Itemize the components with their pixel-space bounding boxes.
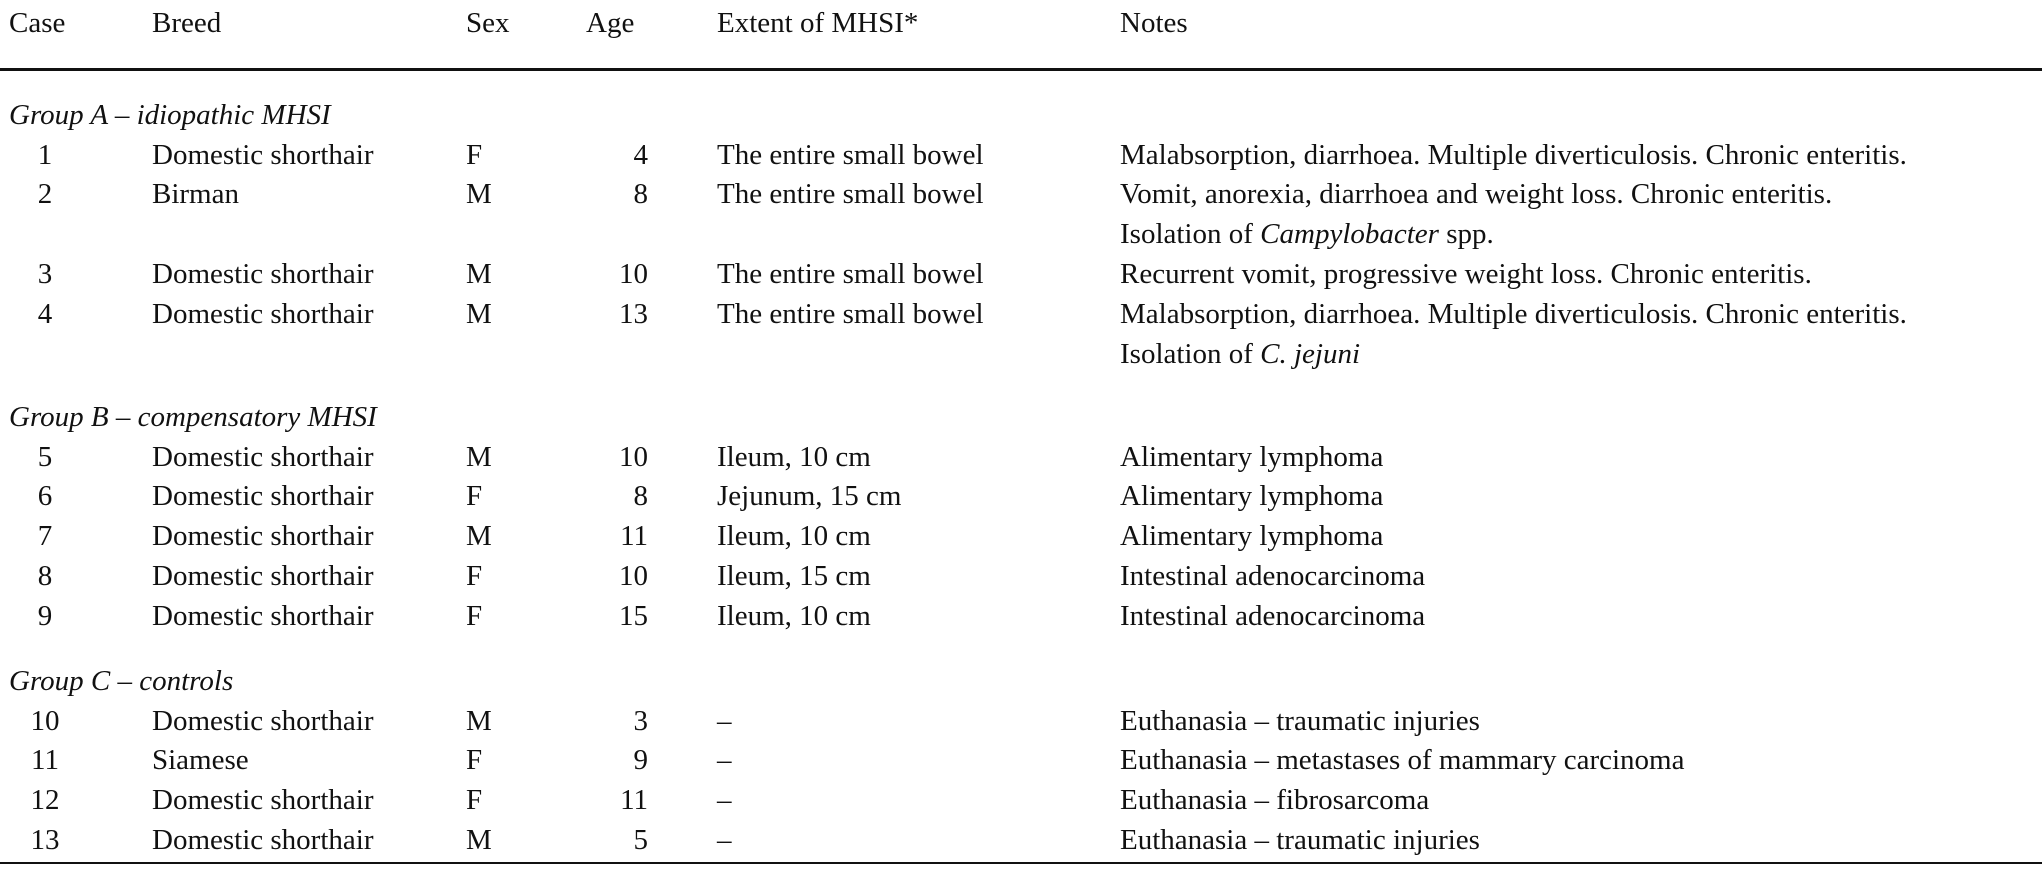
notes-text: Isolation of <box>1120 218 1261 251</box>
table-row <box>0 476 2042 516</box>
table-row <box>0 294 2042 374</box>
sex: F <box>466 744 483 777</box>
table-row <box>0 437 2042 477</box>
age: 10 <box>619 257 648 290</box>
age: 11 <box>620 784 648 817</box>
table-row <box>0 820 2042 860</box>
breed: Domestic shorthair <box>152 784 374 817</box>
notes: Alimentary lymphoma <box>1120 480 1384 513</box>
table-row <box>0 174 2042 254</box>
notes: Malabsorption, diarrhoea. Multiple diverticulosis. Chronic enteritis. <box>1120 297 1907 330</box>
extent: Ileum, 10 cm <box>717 440 871 473</box>
age: 8 <box>633 178 648 211</box>
table-row <box>0 596 2042 636</box>
table-row <box>0 135 2042 175</box>
notes: Recurrent vomit, progressive weight loss. Chronic enteritis. <box>1120 257 1812 290</box>
sex: M <box>466 297 492 330</box>
breed: Domestic shorthair <box>152 138 374 171</box>
sex: F <box>466 784 483 817</box>
group-label: Group B – compensatory MHSI <box>9 401 377 433</box>
notes: Malabsorption, diarrhoea. Multiple diverticulosis. Chronic enteritis. <box>1120 138 1907 171</box>
sex: M <box>466 704 492 737</box>
breed: Domestic shorthair <box>152 823 374 856</box>
sex: M <box>466 257 492 290</box>
breed: Domestic shorthair <box>152 559 374 592</box>
sex: M <box>466 823 492 856</box>
sex: F <box>466 480 483 513</box>
age: 10 <box>619 559 648 592</box>
notes: Intestinal adenocarcinoma <box>1120 559 1426 592</box>
age: 8 <box>633 480 648 513</box>
notes-text: Isolation of <box>1120 337 1261 370</box>
header-age: Age <box>586 7 635 39</box>
table-header <box>0 3 2042 43</box>
table-row <box>0 740 2042 780</box>
extent: – <box>717 744 732 777</box>
extent: – <box>717 784 732 817</box>
notes: Euthanasia – traumatic injuries <box>1120 823 1480 856</box>
age: 3 <box>633 704 648 737</box>
group-label: Group C – controls <box>9 665 234 697</box>
extent: The entire small bowel <box>717 178 984 211</box>
case-number: 4 <box>37 297 53 330</box>
case-number: 5 <box>37 440 53 473</box>
case-number: 8 <box>37 559 53 592</box>
top-rule <box>0 68 2042 71</box>
case-number: 13 <box>30 823 60 856</box>
notes: Alimentary lymphoma <box>1120 520 1384 553</box>
notes-species: C. jejuni <box>1260 337 1361 370</box>
group-heading <box>0 661 2042 701</box>
header-extent: Extent of MHSI* <box>717 7 919 39</box>
sex: M <box>466 178 492 211</box>
case-number: 3 <box>37 257 53 290</box>
header-case: Case <box>9 7 66 39</box>
extent: The entire small bowel <box>717 138 984 171</box>
breed: Siamese <box>152 744 249 777</box>
sex: M <box>466 520 492 553</box>
breed: Domestic shorthair <box>152 257 374 290</box>
group-heading <box>0 397 2042 437</box>
notes-text: spp. <box>1438 218 1494 251</box>
header-sex: Sex <box>466 7 510 39</box>
table-row <box>0 516 2042 556</box>
case-number: 9 <box>37 599 53 632</box>
sex: F <box>466 599 483 632</box>
group-heading <box>0 95 2042 135</box>
extent: Jejunum, 15 cm <box>717 480 902 513</box>
breed: Domestic shorthair <box>152 520 374 553</box>
bottom-rule <box>0 862 2042 864</box>
case-number: 12 <box>30 784 60 817</box>
notes-species: Campylobacter <box>1260 218 1439 251</box>
sex: F <box>466 138 483 171</box>
notes-continued <box>1120 334 1360 374</box>
breed: Birman <box>152 178 239 211</box>
case-number: 1 <box>37 138 53 171</box>
case-number: 11 <box>31 744 59 777</box>
table-row <box>0 701 2042 741</box>
notes: Intestinal adenocarcinoma <box>1120 599 1426 632</box>
extent: – <box>717 704 732 737</box>
case-number: 6 <box>37 480 53 513</box>
extent: The entire small bowel <box>717 257 984 290</box>
case-number: 2 <box>37 178 53 211</box>
breed: Domestic shorthair <box>152 440 374 473</box>
notes: Alimentary lymphoma <box>1120 440 1384 473</box>
case-number: 7 <box>37 520 53 553</box>
extent: The entire small bowel <box>717 297 984 330</box>
age: 5 <box>633 823 648 856</box>
case-number: 10 <box>30 704 60 737</box>
sex: M <box>466 440 492 473</box>
notes: Euthanasia – fibrosarcoma <box>1120 784 1430 817</box>
table-row <box>0 780 2042 820</box>
extent: – <box>717 823 732 856</box>
age: 15 <box>619 599 648 632</box>
notes-continued <box>1120 214 1494 254</box>
age: 11 <box>620 520 648 553</box>
breed: Domestic shorthair <box>152 297 374 330</box>
notes: Euthanasia – metastases of mammary carcinoma <box>1120 744 1685 777</box>
age: 10 <box>619 440 648 473</box>
group-label: Group A – idiopathic MHSI <box>9 99 331 131</box>
notes: Vomit, anorexia, diarrhoea and weight loss. Chronic enteritis. <box>1120 178 1833 211</box>
age: 4 <box>633 138 648 171</box>
notes: Euthanasia – traumatic injuries <box>1120 704 1480 737</box>
table-row <box>0 254 2042 294</box>
header-breed: Breed <box>152 7 222 39</box>
age: 9 <box>633 744 648 777</box>
extent: Ileum, 10 cm <box>717 599 871 632</box>
age: 13 <box>619 297 648 330</box>
table-row <box>0 556 2042 596</box>
extent: Ileum, 15 cm <box>717 559 871 592</box>
breed: Domestic shorthair <box>152 599 374 632</box>
breed: Domestic shorthair <box>152 480 374 513</box>
header-notes: Notes <box>1120 7 1188 39</box>
sex: F <box>466 559 483 592</box>
extent: Ileum, 10 cm <box>717 520 871 553</box>
breed: Domestic shorthair <box>152 704 374 737</box>
